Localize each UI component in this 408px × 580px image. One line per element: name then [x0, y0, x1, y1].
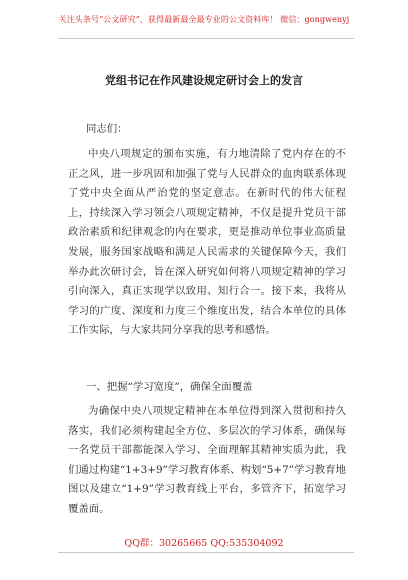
salutation: 同志们：	[86, 123, 128, 135]
header-divider	[58, 38, 354, 39]
section-heading-1: 一、把握“学习宽度”，确保全面覆盖	[86, 381, 253, 393]
paragraph-2: 为确保中央八项规定精神在本单位得到深入贯彻和持久落实，我们必须构建起全方位、多层次的学习体系，确保每一名党员干部都能深入学习、全面理解其精神实质为此，我们通过构建“1+3+9”学习教育体系、构划“5+7”学习教育地图以及建立“1+9”学习教育线上平台，多管齐下，拓宽学习覆盖面。	[68, 405, 346, 515]
paragraph-1: 中央八项规定的颁布实施，有力地清除了党内存在的不正之风，进一步巩固和加强了党与人民群众的血肉联系体现了党中央全面从严治党的坚定意志。在新时代的伟大征程上，持续深入学习领会八项规定精神，不仅是提升党员干部政治素质和纪律观念的内在要求，更是推动单位事业高质量发展，服务国家战略和满足人民需求的关键保障今天，我们举办此次研讨会，旨在深入研究如何将八项规定精神的学习引向深入，真正实现学以致用、知行合一。接下来，我将从学习的广度、深度和力度三个维度出发，结合本单位的具体工作实际，与大家共同分享我的思考和感悟。	[68, 148, 346, 337]
top-banner: 关注头条号“公文研究”，获得最新最全最专业的公文资料库！ 微信：gongwenyj	[58, 15, 350, 24]
document-title: 党组书记在作风建设规定研讨会上的发言	[105, 74, 303, 87]
footer-contact: QQ群：30265665 QQ:535304092	[124, 538, 284, 549]
footer-divider	[58, 552, 354, 553]
